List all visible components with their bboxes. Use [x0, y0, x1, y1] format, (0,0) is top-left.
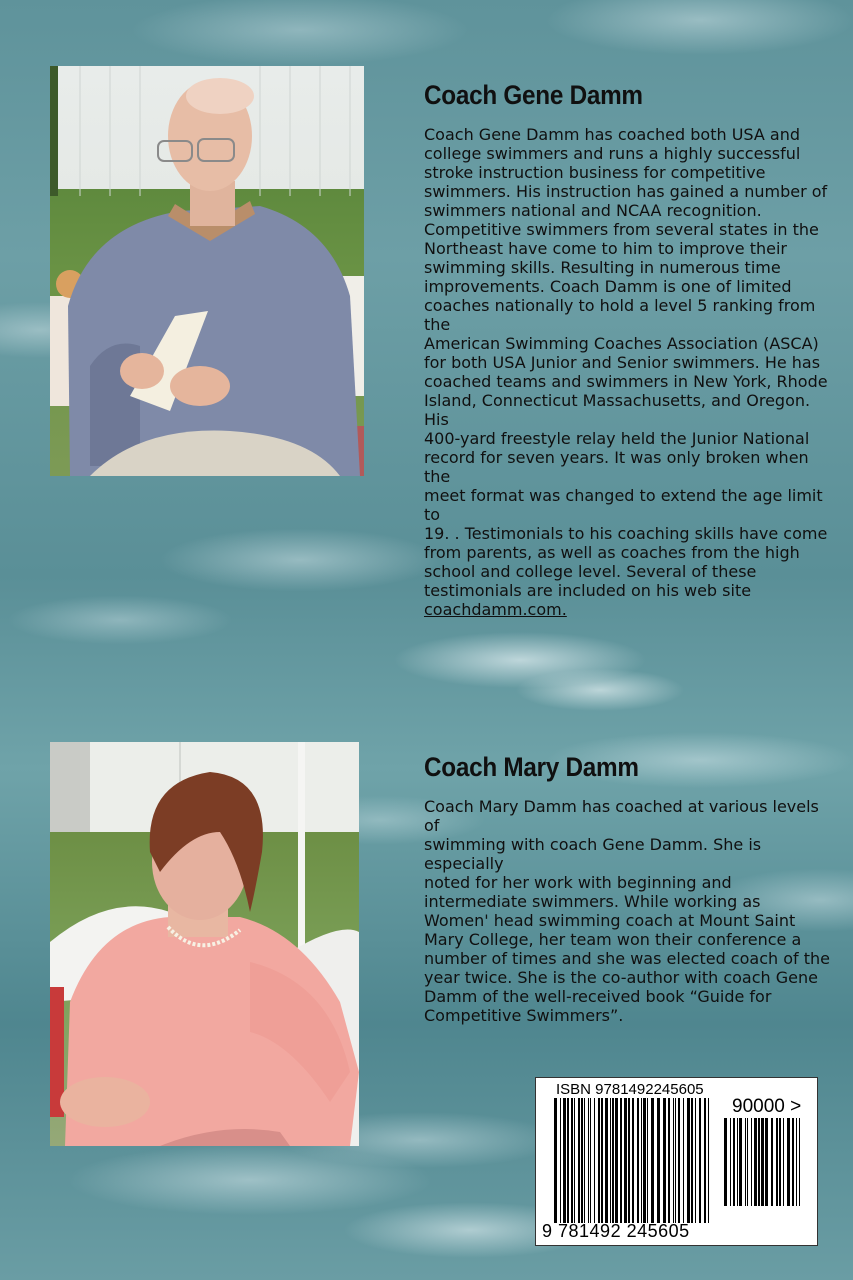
bio-line: Competitive Swimmers”.	[424, 1006, 624, 1025]
bio-line: American Swimming Coaches Association (ASCA)	[424, 334, 819, 353]
bio-line: Coach Mary Damm has coached at various levels of	[424, 797, 819, 835]
barcode-addon-bars	[724, 1118, 802, 1206]
bio-line: record for seven years. It was only broken when the	[424, 448, 809, 486]
price-code: 90000 >	[732, 1096, 802, 1117]
bio-line: improvements. Coach Damm is one of limited	[424, 277, 792, 296]
bio-line: coaches nationally to hold a level 5 ranking from the	[424, 296, 816, 334]
barcode-bars	[554, 1098, 714, 1223]
bio-line: for both USA Junior and Senior swimmers. He has	[424, 353, 821, 372]
bio-line: noted for her work with beginning and	[424, 873, 732, 892]
gene-name-heading: Coach Gene Damm	[424, 80, 643, 110]
mary-damm-portrait	[50, 742, 359, 1146]
mary-bio-section	[424, 752, 834, 1025]
bio-line: coached teams and swimmers in New York, Rhode	[424, 372, 828, 391]
bio-line: stroke instruction business for competitive	[424, 163, 766, 182]
bio-line: Northeast have come to him to improve their	[424, 239, 787, 258]
gene-bio-section	[424, 80, 834, 619]
gene-damm-photo	[50, 66, 364, 476]
bio-line: Island, Connecticut Massachusetts, and Oregon. His	[424, 391, 811, 429]
bio-line: year twice. She is the co-author with coach Gene	[424, 968, 818, 987]
bio-line: Mary College, her team won their conference a	[424, 930, 802, 949]
mary-name-heading: Coach Mary Damm	[424, 752, 639, 782]
bio-line: Women' head swimming coach at Mount Saint	[424, 911, 796, 930]
bio-line: from parents, as well as coaches from the high	[424, 543, 800, 562]
bio-line: college swimmers and runs a highly successful	[424, 144, 801, 163]
bio-line: Coach Gene Damm has coached both USA and	[424, 125, 801, 144]
bio-line: intermediate swimmers. While working as	[424, 892, 761, 911]
bio-line: Damm of the well-received book “Guide for	[424, 987, 772, 1006]
bio-line: swimming with coach Gene Damm. She is especially	[424, 835, 762, 873]
isbn-barcode	[535, 1077, 818, 1246]
bio-line: swimming skills. Resulting in numerous time	[424, 258, 781, 277]
bio-line: testimonials are included on his web site	[424, 581, 752, 600]
bio-line: 400-yard freestyle relay held the Junior National	[424, 429, 810, 448]
isbn-label: ISBN 9781492245605	[556, 1081, 704, 1098]
website-link[interactable]: coachdamm.com.	[424, 600, 567, 619]
gene-damm-portrait	[50, 66, 364, 476]
bio-line: school and college level. Several of these	[424, 562, 757, 581]
bio-line: swimmers. His instruction has gained a number of	[424, 182, 828, 201]
bio-line: Competitive swimmers from several states in the	[424, 220, 819, 239]
bio-line: swimmers national and NCAA recognition.	[424, 201, 762, 220]
mary-damm-photo	[50, 742, 359, 1146]
bio-line: 19. . Testimonials to his coaching skills have come	[424, 524, 828, 543]
barcode-digits: 9 781492 245605	[542, 1221, 690, 1241]
bio-line: number of times and she was elected coach of the	[424, 949, 830, 968]
bio-line: meet format was changed to extend the age limit to	[424, 486, 823, 524]
